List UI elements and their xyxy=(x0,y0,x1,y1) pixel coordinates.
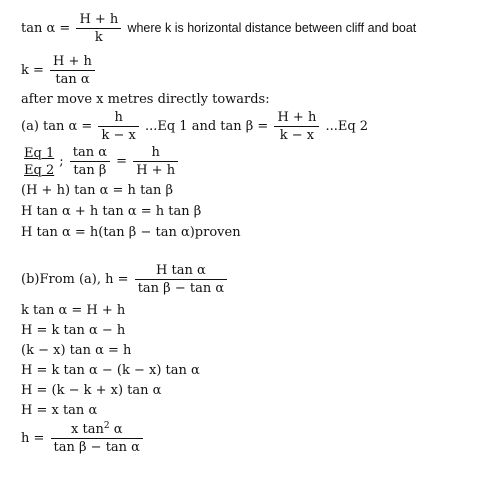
numerator: Eq 1 xyxy=(24,145,55,161)
fraction xyxy=(135,263,227,296)
denominator: tan β − tan α xyxy=(137,281,225,296)
numerator-base: x tan xyxy=(71,422,104,437)
fraction xyxy=(76,12,121,45)
fraction xyxy=(50,54,95,87)
final-lhs: h = xyxy=(21,431,45,446)
final-equation xyxy=(21,422,145,455)
denominator: tan β − tan α xyxy=(53,440,140,455)
eq1-label: ...Eq 1 and tan β = xyxy=(144,119,269,134)
fraction-eq1 xyxy=(98,110,138,143)
equation-line: H tan α = h(tan β − tan α)proven xyxy=(21,225,241,240)
tan-alpha-lhs: tan α = xyxy=(21,21,71,36)
equation-line: k tan α = H + h xyxy=(21,303,126,318)
numerator: h xyxy=(98,110,138,127)
equation-line: H = k tan α − (k − x) tan α xyxy=(21,363,200,378)
numerator: tan α xyxy=(70,145,110,162)
fraction xyxy=(51,422,143,455)
eq-ratio xyxy=(21,145,180,178)
equation-k xyxy=(21,54,97,87)
after-move-text: after move x metres directly towards: xyxy=(21,92,270,107)
equation-line: H = x tan α xyxy=(21,403,98,418)
fraction-tan-ratio xyxy=(70,145,110,178)
equation-line: (H + h) tan α = h tan β xyxy=(21,183,174,198)
k-lhs: k = xyxy=(21,63,44,78)
part-a-equations xyxy=(21,110,368,143)
exponent: 2 xyxy=(103,421,110,431)
equation-line: H tan α + h tan α = h tan β xyxy=(21,204,202,219)
denominator: tan β xyxy=(73,163,107,178)
definition-tan-alpha xyxy=(21,12,416,45)
equation-line: H = k tan α − h xyxy=(21,323,126,338)
numerator-angle: α xyxy=(109,422,123,437)
eq2-label: ...Eq 2 xyxy=(325,119,369,134)
numerator: H tan α xyxy=(135,263,227,280)
numerator: H + h xyxy=(274,110,319,127)
fraction-h-ratio xyxy=(133,145,178,178)
numerator: H + h xyxy=(50,54,95,71)
equation-line: H = (k − k + x) tan α xyxy=(21,383,162,398)
numerator: H + h xyxy=(76,12,121,29)
explanation-text: where k is horizontal distance between cliff and boat xyxy=(127,21,417,35)
part-a-lhs: (a) tan α = xyxy=(21,119,93,134)
separator: ; xyxy=(59,154,64,169)
denominator: k − x xyxy=(101,128,136,143)
denominator: H + h xyxy=(136,163,176,178)
fraction-eq2 xyxy=(274,110,319,143)
part-b-lhs: (b)From (a), h = xyxy=(21,272,129,287)
equals-sign: = xyxy=(116,154,128,169)
denominator: k xyxy=(94,30,103,45)
equation-line: (k − x) tan α = h xyxy=(21,343,132,358)
numerator: h xyxy=(133,145,178,162)
denominator: Eq 2 xyxy=(24,162,55,178)
denominator: tan α xyxy=(55,72,90,87)
denominator: k − x xyxy=(279,128,315,143)
part-b-equation xyxy=(21,263,229,296)
numerator xyxy=(51,422,143,439)
fraction-eq-ratio xyxy=(21,146,57,178)
